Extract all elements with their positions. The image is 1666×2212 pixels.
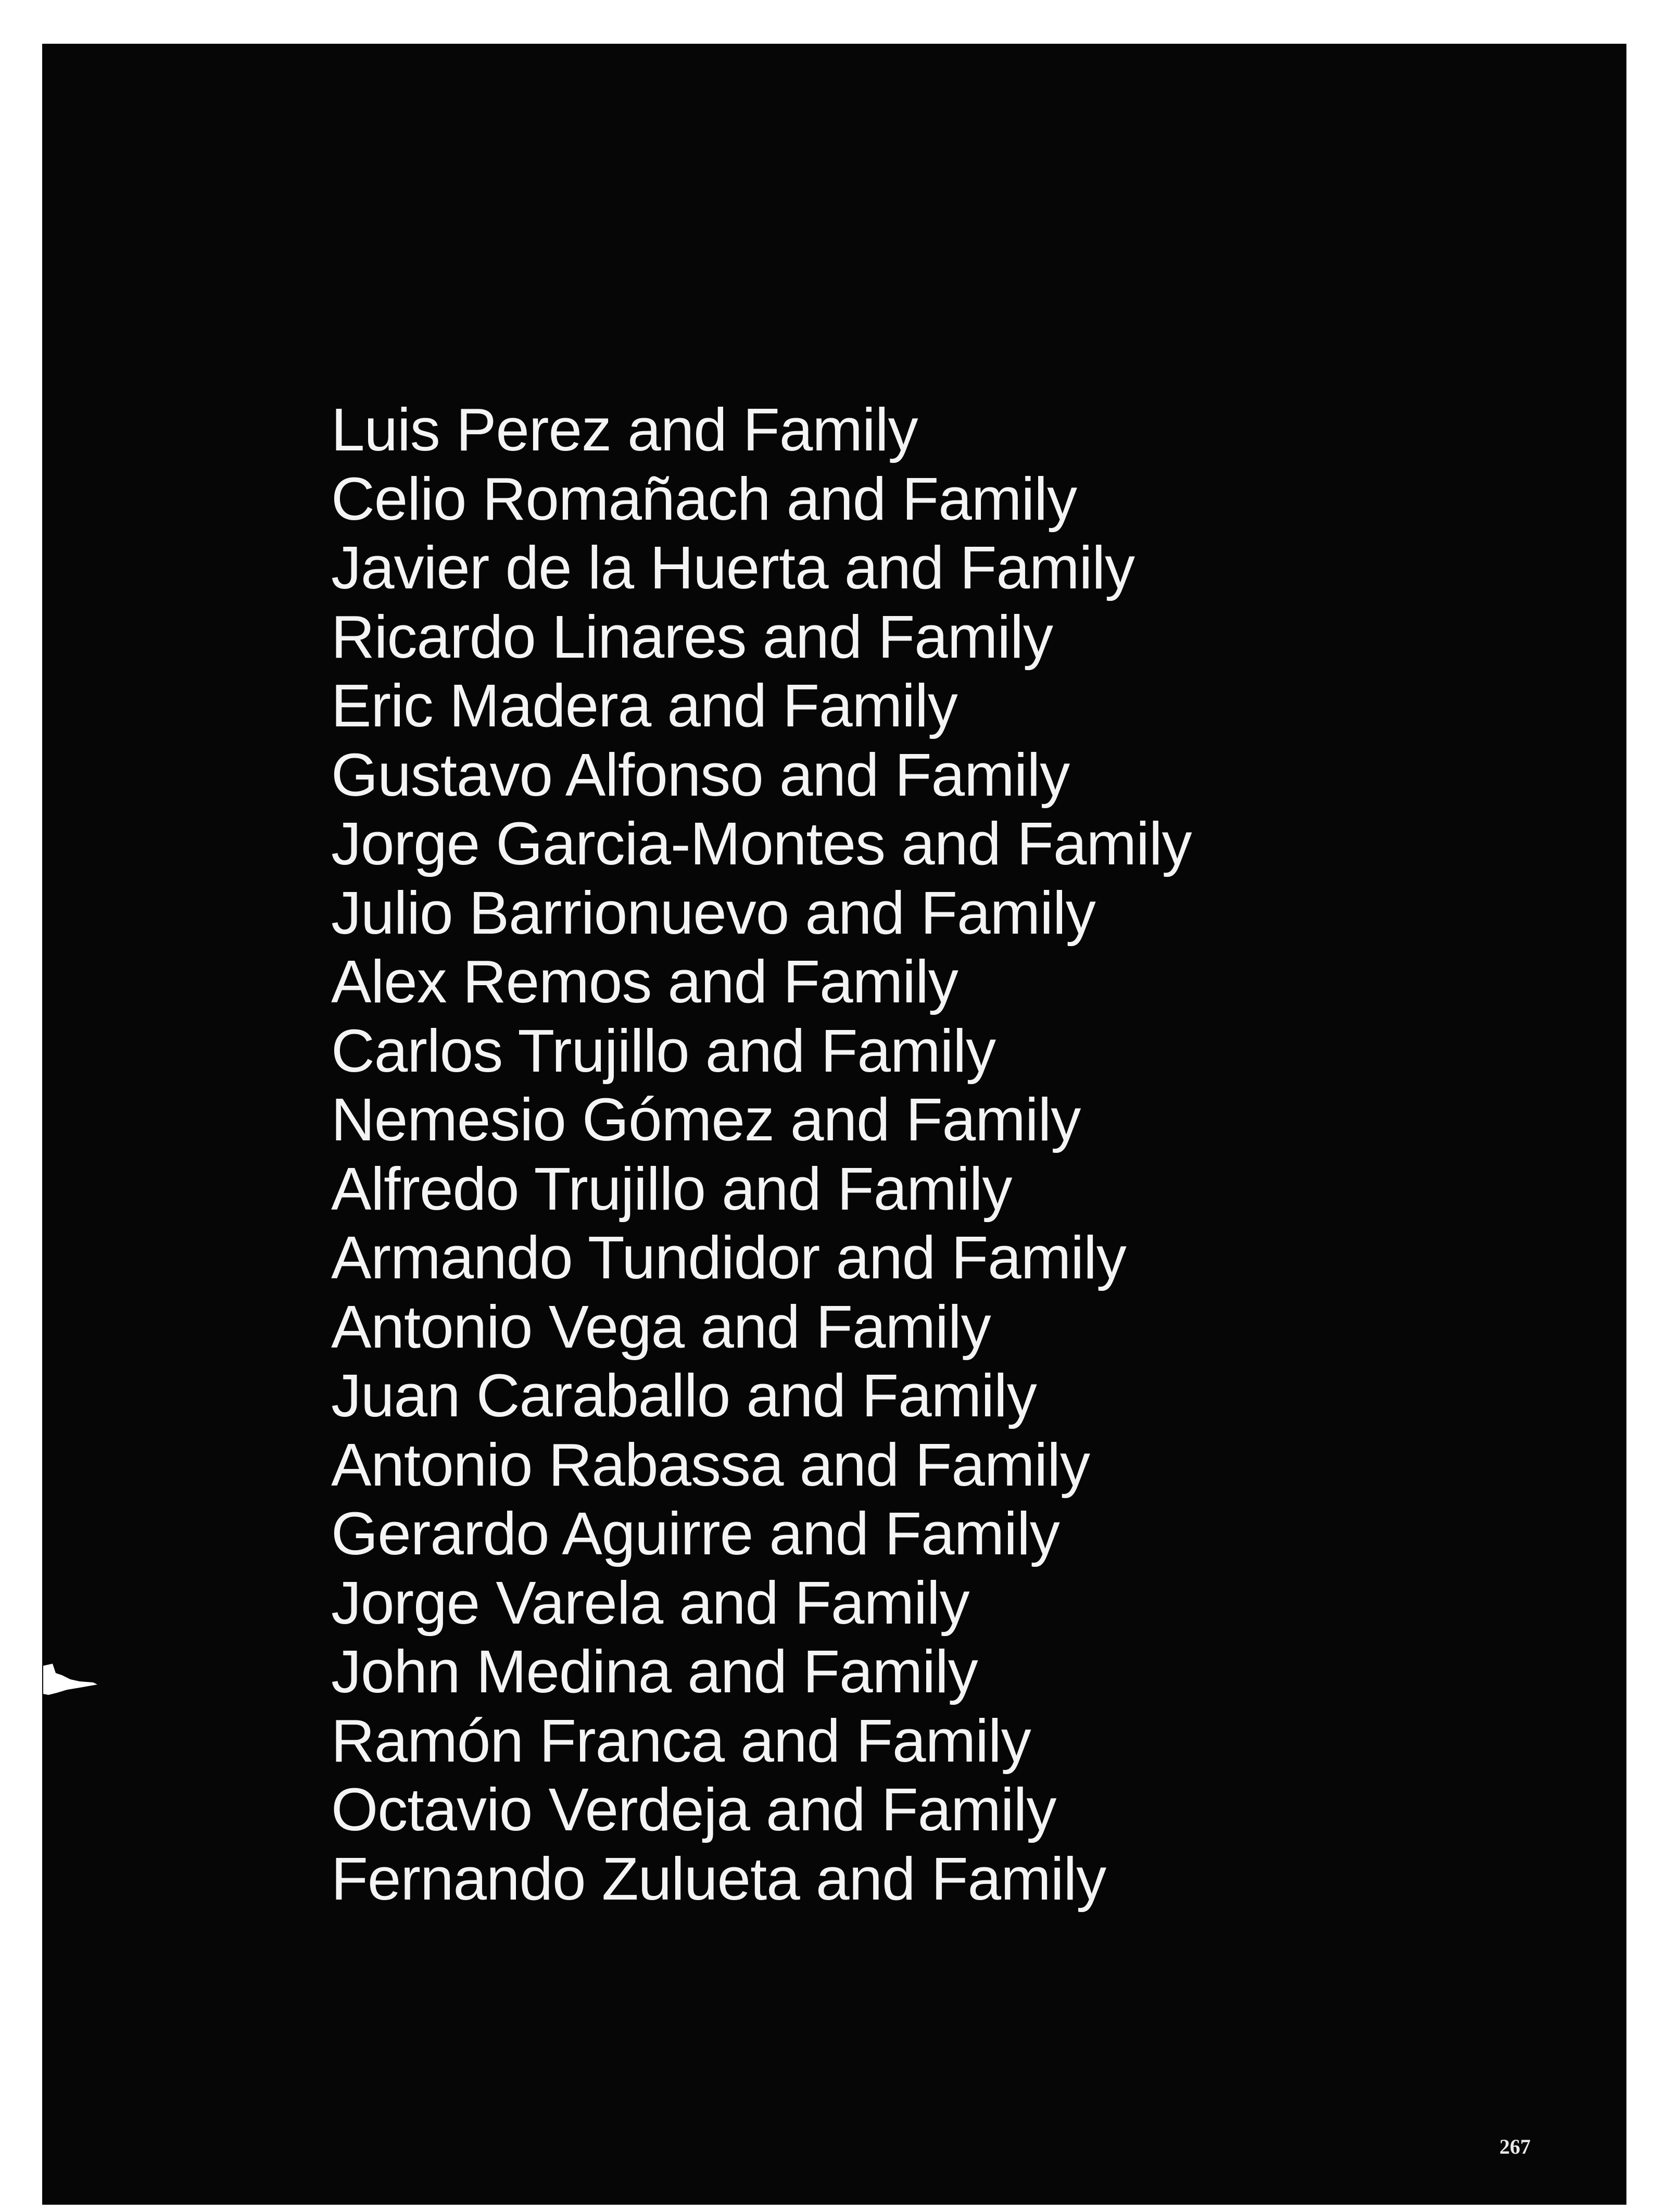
list-item: Octavio Verdeja and Family — [331, 1776, 1056, 1843]
black-page-panel — [42, 44, 1626, 2205]
list-item: Luis Perez and Family — [331, 396, 918, 463]
list-item: Julio Barrionuevo and Family — [331, 878, 1095, 947]
list-item: Ramón Franca and Family — [331, 1706, 1031, 1775]
list-item: Armando Tundidor and Family — [331, 1224, 1126, 1291]
list-item: Celio Romañach and Family — [331, 464, 1077, 533]
list-item: Gerardo Aguirre and Family — [331, 1500, 1059, 1567]
list-item: Alex Remos and Family — [331, 948, 958, 1015]
list-item: Gustavo Alfonso and Family — [331, 740, 1070, 809]
list-item: Eric Madera and Family — [331, 672, 957, 739]
page-number: 267 — [1499, 2135, 1531, 2158]
torn-edge-mark — [43, 1664, 100, 1695]
list-item: Javier de la Huerta and Family — [331, 534, 1135, 601]
list-item: Juan Caraballo and Family — [331, 1362, 1037, 1429]
list-item: Carlos Trujillo and Family — [331, 1016, 996, 1085]
list-item: Antonio Rabassa and Family — [331, 1430, 1090, 1499]
list-item: Alfredo Trujillo and Family — [331, 1154, 1012, 1223]
list-item: Ricardo Linares and Family — [331, 602, 1053, 671]
list-item: Fernando Zulueta and Family — [331, 1844, 1106, 1913]
list-item: Jorge Varela and Family — [331, 1568, 969, 1637]
family-names-list — [331, 395, 1192, 1913]
list-item: Jorge Garcia-Montes and Family — [331, 810, 1192, 877]
list-item: John Medina and Family — [331, 1638, 978, 1705]
list-item: Nemesio Gómez and Family — [331, 1086, 1081, 1153]
list-item: Antonio Vega and Family — [331, 1292, 991, 1361]
